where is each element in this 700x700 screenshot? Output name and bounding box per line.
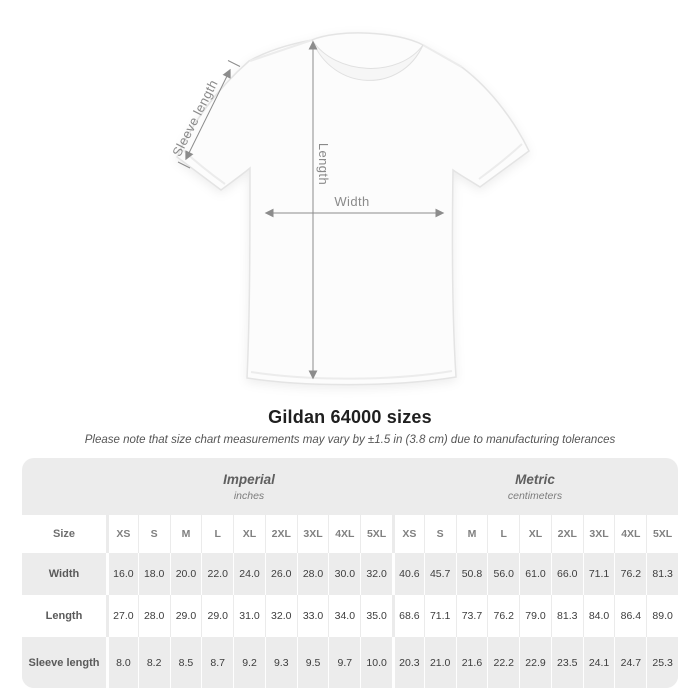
sleeve-value-cell: 20.3 <box>392 637 424 688</box>
length-value-cell: 29.0 <box>201 595 233 637</box>
size-cell: 2XL <box>551 515 583 553</box>
size-cell: 3XL <box>297 515 329 553</box>
sleeve-value-cell: 9.2 <box>233 637 265 688</box>
size-cell: 5XL <box>646 515 678 553</box>
sleeve-arrow-end-tick-top <box>228 61 240 67</box>
size-cell: XL <box>519 515 551 553</box>
unit-row-corner <box>22 458 106 515</box>
width-value-cell: 45.7 <box>424 553 456 595</box>
length-value-cell: 68.6 <box>392 595 424 637</box>
sleeve-value-cell: 23.5 <box>551 637 583 688</box>
width-value-cell: 22.0 <box>201 553 233 595</box>
sleeve-length-row <box>22 637 678 688</box>
length-value-cell: 27.0 <box>106 595 138 637</box>
size-cell: XL <box>233 515 265 553</box>
size-cell: 2XL <box>265 515 297 553</box>
length-row-label: Length <box>45 610 83 622</box>
width-value-cell: 81.3 <box>646 553 678 595</box>
sleeve-value-cell: 22.9 <box>519 637 551 688</box>
length-value-cell: 81.3 <box>551 595 583 637</box>
length-value-cell: 28.0 <box>138 595 170 637</box>
width-value-cell: 28.0 <box>297 553 329 595</box>
sleeve-value-cell: 8.7 <box>201 637 233 688</box>
sleeve-value-cell: 8.5 <box>170 637 202 688</box>
width-value-cell: 71.1 <box>583 553 615 595</box>
size-cell: L <box>487 515 519 553</box>
width-row <box>22 553 678 595</box>
length-label: Length <box>316 142 331 186</box>
length-value-cell: 86.4 <box>614 595 646 637</box>
size-cell: 3XL <box>583 515 615 553</box>
sleeve-value-cell: 9.7 <box>328 637 360 688</box>
length-value-cell: 33.0 <box>297 595 329 637</box>
sleeve-value-cell: 9.3 <box>265 637 297 688</box>
size-cell: S <box>424 515 456 553</box>
width-value-cell: 24.0 <box>233 553 265 595</box>
sleeve-length-label: Sleeve length <box>169 77 221 159</box>
unit-header-row <box>22 458 678 515</box>
size-header-row <box>22 515 678 553</box>
imperial-label: Imperial <box>223 471 275 487</box>
page-title: Gildan 64000 sizes <box>268 407 432 427</box>
size-cell: XS <box>106 515 138 553</box>
width-value-cell: 20.0 <box>170 553 202 595</box>
size-cell: M <box>170 515 202 553</box>
length-value-cell: 32.0 <box>265 595 297 637</box>
sleeve-value-cell: 21.6 <box>456 637 488 688</box>
width-value-cell: 32.0 <box>360 553 392 595</box>
width-value-cell: 30.0 <box>328 553 360 595</box>
sleeve-value-cell: 25.3 <box>646 637 678 688</box>
tolerance-note: Please note that size chart measurements may vary by ±1.5 in (3.8 cm) due to manufacturing tolerances <box>84 434 616 446</box>
width-value-cell: 66.0 <box>551 553 583 595</box>
length-value-cell: 79.0 <box>519 595 551 637</box>
sleeve-value-cell: 21.0 <box>424 637 456 688</box>
length-value-cell: 71.1 <box>424 595 456 637</box>
width-value-cell: 26.0 <box>265 553 297 595</box>
length-row <box>22 595 678 637</box>
metric-header <box>392 458 678 515</box>
width-label: Width <box>334 194 370 209</box>
length-value-cell: 76.2 <box>487 595 519 637</box>
size-cell: 4XL <box>614 515 646 553</box>
width-row-label: Width <box>48 568 80 580</box>
imperial-header <box>106 458 392 515</box>
heading <box>0 407 700 446</box>
width-value-cell: 16.0 <box>106 553 138 595</box>
metric-label: Metric <box>515 471 555 487</box>
sleeve-value-cell: 24.7 <box>614 637 646 688</box>
size-cell: 5XL <box>360 515 392 553</box>
width-value-cell: 56.0 <box>487 553 519 595</box>
sleeve-value-cell: 8.0 <box>106 637 138 688</box>
size-table <box>22 458 678 688</box>
size-cell: XS <box>392 515 424 553</box>
width-value-cell: 50.8 <box>456 553 488 595</box>
length-value-cell: 89.0 <box>646 595 678 637</box>
width-value-cell: 61.0 <box>519 553 551 595</box>
sleeve-value-cell: 10.0 <box>360 637 392 688</box>
width-value-cell: 18.0 <box>138 553 170 595</box>
length-value-cell: 31.0 <box>233 595 265 637</box>
imperial-unit-label: inches <box>233 489 265 502</box>
length-value-cell: 73.7 <box>456 595 488 637</box>
size-cell: 4XL <box>328 515 360 553</box>
width-value-cell: 40.6 <box>392 553 424 595</box>
length-value-cell: 35.0 <box>360 595 392 637</box>
size-cell: M <box>456 515 488 553</box>
sleeve-length-row-label: Sleeve length <box>28 656 100 669</box>
metric-unit-label: centimeters <box>507 489 563 502</box>
length-value-cell: 34.0 <box>328 595 360 637</box>
sleeve-value-cell: 9.5 <box>297 637 329 688</box>
size-column-label: Size <box>52 528 75 540</box>
length-value-cell: 84.0 <box>583 595 615 637</box>
size-cell: L <box>201 515 233 553</box>
sleeve-value-cell: 8.2 <box>138 637 170 688</box>
sleeve-value-cell: 24.1 <box>583 637 615 688</box>
width-value-cell: 76.2 <box>614 553 646 595</box>
size-cell: S <box>138 515 170 553</box>
sleeve-value-cell: 22.2 <box>487 637 519 688</box>
length-value-cell: 29.0 <box>170 595 202 637</box>
